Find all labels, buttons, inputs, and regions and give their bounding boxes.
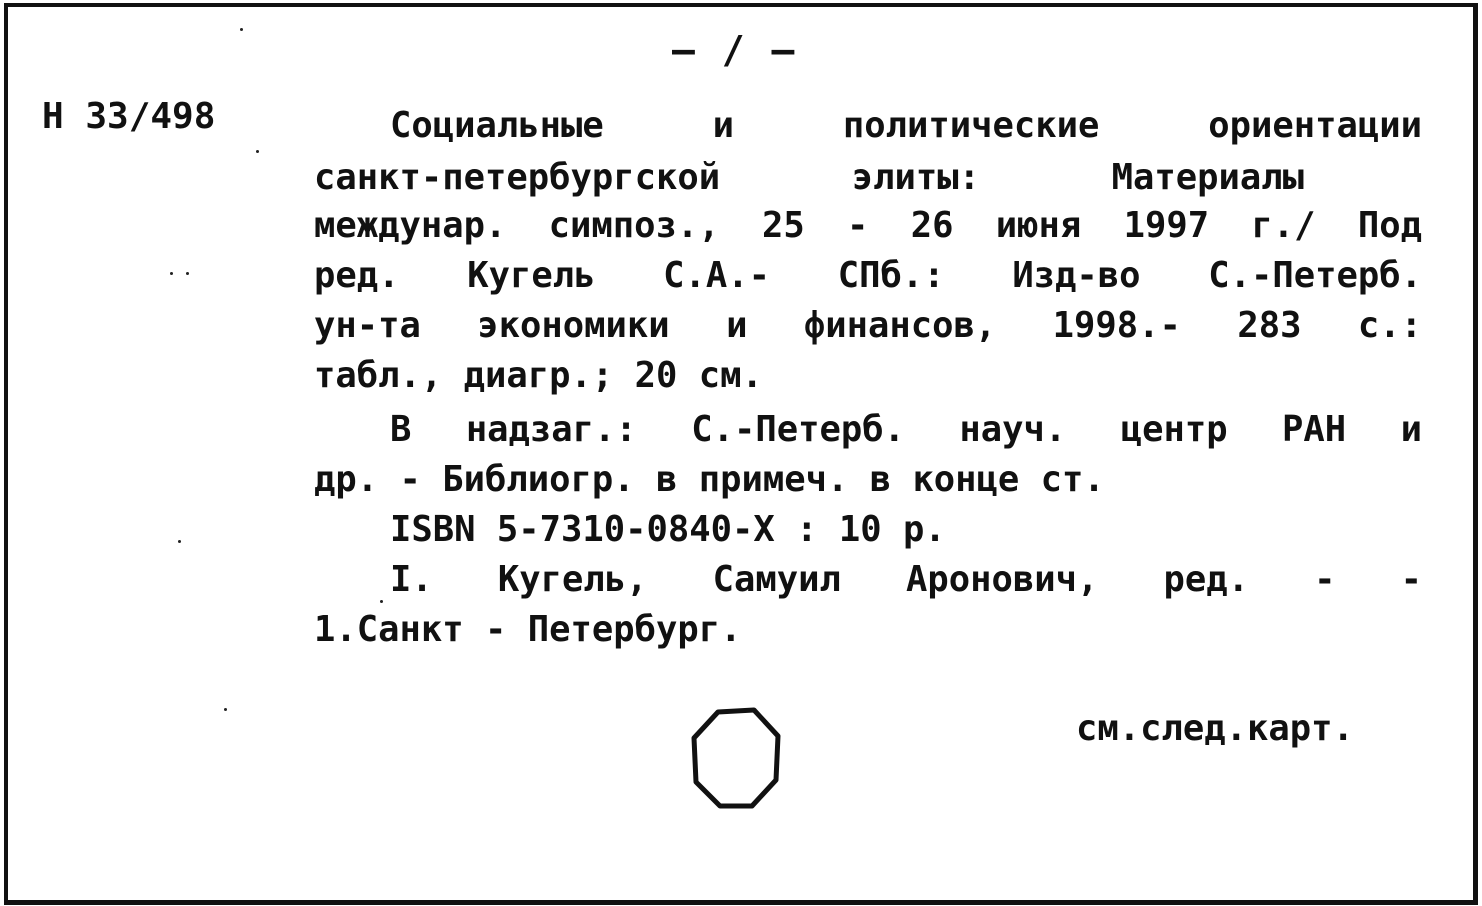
word: 283: [1237, 305, 1302, 346]
word: санкт-петербургской: [314, 157, 721, 198]
word: ред.: [1163, 559, 1249, 600]
title-line-2: [314, 157, 1304, 198]
word: I.: [390, 559, 433, 600]
scan-speck: [380, 600, 383, 603]
word: надзаг.:: [465, 409, 637, 450]
word: г./: [1251, 205, 1316, 246]
word: науч.: [959, 409, 1067, 450]
word: -: [1314, 559, 1336, 600]
word: Самуил: [712, 559, 841, 600]
word: Социальные: [390, 105, 604, 146]
word: ориентации: [1208, 105, 1422, 146]
word: Кугель: [467, 255, 596, 296]
continued-note: см.след.карт.: [1076, 708, 1354, 749]
word: 26: [910, 205, 954, 246]
word: РАН: [1282, 409, 1347, 450]
note-line-1: [390, 409, 1422, 450]
shelfmark: Н 33/498: [42, 96, 216, 137]
word: и: [726, 305, 748, 346]
word: Изд-во: [1012, 255, 1141, 296]
word: и: [1400, 409, 1422, 450]
word: элиты:: [851, 157, 980, 198]
word: 25: [761, 205, 805, 246]
word: 1998.-: [1052, 305, 1181, 346]
word: Материалы: [1111, 157, 1304, 198]
word: С.-Петерб.: [691, 409, 905, 450]
word: Под: [1357, 205, 1422, 246]
word: Кугель,: [497, 559, 648, 600]
scan-speck: [186, 272, 189, 275]
punch-hole-icon: [690, 706, 784, 810]
entry-line-2: 1.Санкт - Петербург.: [314, 609, 742, 650]
word: С.-Петерб.: [1208, 255, 1422, 296]
word: финансов,: [803, 305, 997, 346]
word: -: [1400, 559, 1422, 600]
word: симпоз.,: [548, 205, 720, 246]
word: С.А.-: [663, 255, 771, 296]
scan-speck: [170, 272, 173, 275]
word: ун-та: [314, 305, 421, 346]
title-line-6: табл., диагр.; 20 см.: [314, 355, 763, 396]
word: центр: [1120, 409, 1228, 450]
scan-speck: [178, 540, 181, 543]
note-line-2: др. - Библиогр. в примеч. в конце ст.: [314, 459, 1105, 500]
word: Аронович,: [906, 559, 1099, 600]
word: 1997: [1123, 205, 1210, 246]
word: -: [847, 205, 869, 246]
word: политические: [842, 105, 1100, 146]
word: ред.: [314, 255, 400, 296]
word: экономики: [477, 305, 670, 346]
scan-speck: [256, 150, 259, 153]
scan-speck: [224, 708, 227, 711]
word: СПб.:: [837, 255, 945, 296]
word: В: [390, 409, 412, 450]
word: и: [712, 105, 734, 146]
entry-line-1: [390, 559, 1422, 600]
title-line-3: [314, 205, 1422, 246]
word: июня: [995, 205, 1082, 246]
page-number: — / —: [672, 28, 797, 72]
title-line-5: [314, 305, 1422, 346]
top-rule: [88, 3, 738, 4]
title-line-1: [390, 105, 1422, 146]
word: с.:: [1357, 305, 1422, 346]
word: междунар.: [314, 205, 507, 246]
scan-speck: [240, 28, 243, 31]
isbn-line: ISBN 5-7310-0840-X : 10 р.: [390, 509, 946, 550]
title-line-4: [314, 255, 1422, 296]
